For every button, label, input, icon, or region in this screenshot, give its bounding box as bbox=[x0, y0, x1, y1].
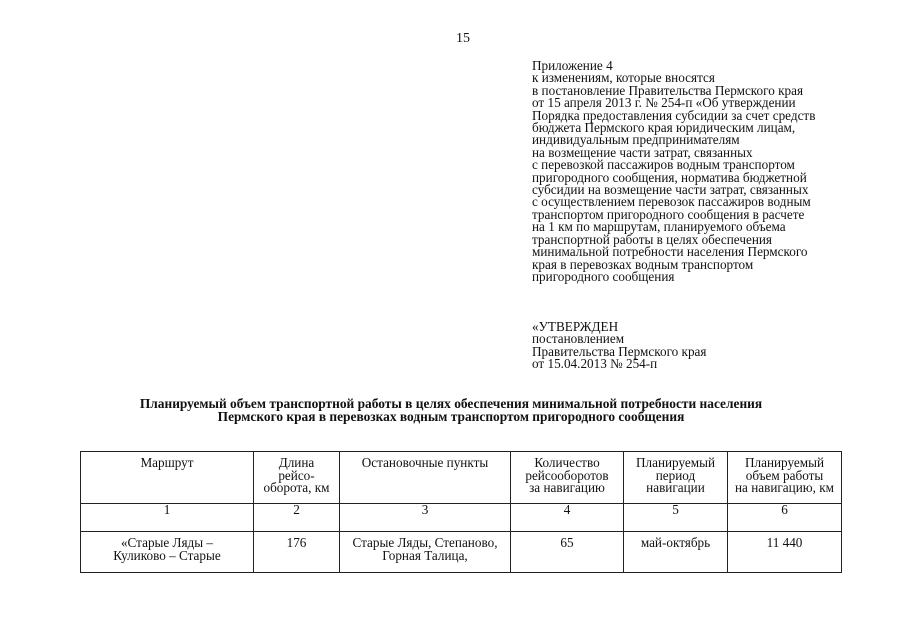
cell-text: Горная Талица, bbox=[382, 547, 468, 563]
appendix-line: на 1 км по маршрутам, планируемого объема bbox=[532, 219, 786, 235]
appendix-line: транспортной работы в целях обеспечения bbox=[532, 231, 773, 247]
header-text: оборота, км bbox=[263, 480, 330, 496]
header-text: Планируемый bbox=[744, 455, 825, 470]
cell-volume bbox=[728, 532, 842, 573]
appendix-line: Порядка предоставления субсидии за счет средств bbox=[532, 107, 816, 123]
header-text: за навигацию bbox=[529, 480, 605, 496]
header-text: Количество bbox=[534, 455, 600, 470]
header-text: Остановочные пункты bbox=[361, 455, 489, 470]
column-number: 5 bbox=[624, 504, 728, 532]
cell-route bbox=[81, 532, 254, 573]
appendix-line: субсидии на возмещение части затрат, связанных bbox=[532, 182, 809, 198]
header-text: период bbox=[655, 467, 696, 483]
header-trips bbox=[511, 452, 624, 504]
appendix-line: с осуществлением перевозок пассажиров водным bbox=[532, 194, 811, 210]
header-text: на навигацию, км bbox=[735, 480, 834, 496]
column-number-row bbox=[81, 504, 842, 532]
column-number: 3 bbox=[340, 504, 511, 532]
appendix-line: пригородного сообщения, норматива бюджетной bbox=[532, 169, 807, 185]
header-text: объем работы bbox=[745, 467, 824, 483]
document-title bbox=[90, 397, 812, 423]
appendix-line: бюджета Пермского края юридическим лицам, bbox=[532, 120, 796, 136]
cell-text: Куликово – Старые bbox=[113, 547, 221, 563]
cell-text: «Старые Ляды – bbox=[120, 535, 214, 550]
header-text: Маршрут bbox=[140, 455, 194, 470]
appendix-header bbox=[532, 60, 862, 283]
table-header-row bbox=[81, 452, 842, 504]
cell-length bbox=[254, 532, 340, 573]
cell-trips bbox=[511, 532, 624, 573]
header-text: Длина bbox=[278, 455, 315, 470]
cell-text: 65 bbox=[560, 535, 574, 550]
appendix-line: Приложение 4 bbox=[532, 58, 613, 73]
header-text: рейсооборотов bbox=[525, 467, 609, 483]
approval-line: от 15.04.2013 № 254-п bbox=[532, 356, 658, 372]
cell-stops bbox=[340, 532, 511, 573]
table-row bbox=[81, 532, 842, 573]
appendix-line: в постановление Правительства Пермского края bbox=[532, 82, 804, 98]
cell-text: 176 bbox=[286, 535, 307, 550]
header-text: Планируемый bbox=[635, 455, 716, 470]
approval-line: постановлением bbox=[532, 331, 625, 347]
appendix-line: пригородного сообщения bbox=[532, 268, 675, 284]
approval-stamp-text bbox=[532, 321, 832, 371]
header-text: рейсо- bbox=[278, 467, 315, 483]
appendix-line: от 15 апреля 2013 г. № 254-п «Об утверждении bbox=[532, 95, 796, 111]
column-number: 6 bbox=[728, 504, 842, 532]
title-line: Пермского края в перевозках водным транспортом пригородного сообщения bbox=[217, 409, 685, 424]
column-number: 2 bbox=[254, 504, 340, 532]
approval-line: «УТВЕРЖДЕН bbox=[532, 319, 619, 334]
appendix-line: минимальной потребности населения Пермского bbox=[532, 244, 808, 260]
header-route bbox=[81, 452, 254, 504]
appendix-line: на возмещение части затрат, связанных bbox=[532, 144, 753, 160]
cell-period bbox=[624, 532, 728, 573]
appendix-line: транспортом пригородного сообщения в расчете bbox=[532, 206, 805, 222]
header-period bbox=[624, 452, 728, 504]
header-volume bbox=[728, 452, 842, 504]
title-line: Планируемый объем транспортной работы в целях обеспечения минимальной потребности населения bbox=[139, 396, 763, 411]
routes-table bbox=[80, 451, 842, 573]
cell-text: май-октябрь bbox=[640, 535, 711, 550]
appendix-line: края в перевозках водным транспортом bbox=[532, 256, 754, 272]
appendix-line: к изменениям, которые вносятся bbox=[532, 70, 715, 86]
column-number: 1 bbox=[81, 504, 254, 532]
appendix-line: индивидуальным предпринимателям bbox=[532, 132, 740, 148]
approval-line: Правительства Пермского края bbox=[532, 343, 707, 359]
header-stops bbox=[340, 452, 511, 504]
appendix-line: с перевозкой пассажиров водным транспортом bbox=[532, 157, 795, 173]
column-number: 4 bbox=[511, 504, 624, 532]
header-length bbox=[254, 452, 340, 504]
page-number: 15 bbox=[456, 31, 470, 46]
header-text: навигации bbox=[646, 480, 705, 496]
cell-text: Старые Ляды, Степаново, bbox=[352, 535, 498, 550]
cell-text: 11 440 bbox=[766, 535, 803, 550]
